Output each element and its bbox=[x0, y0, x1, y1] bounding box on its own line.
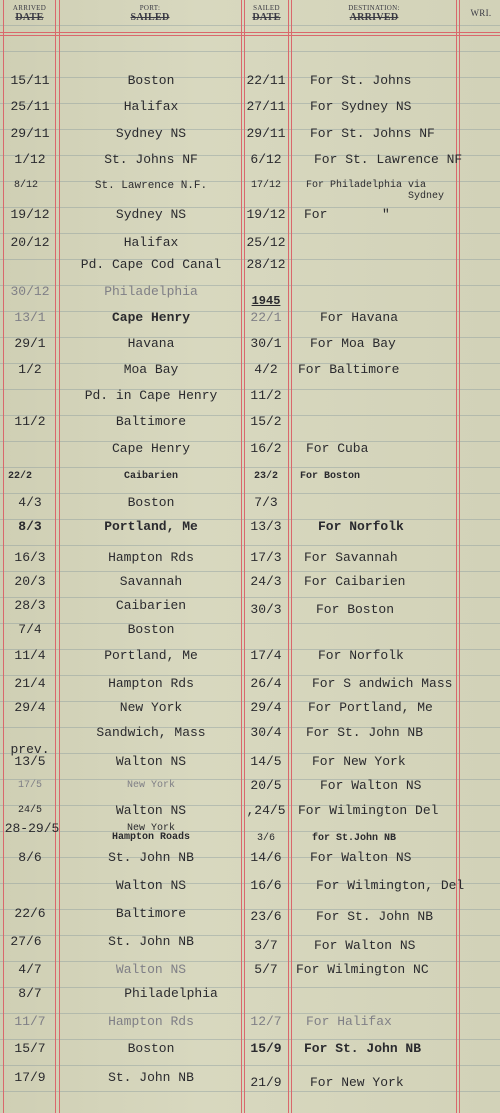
sailed-date: 15/9 bbox=[250, 1041, 282, 1056]
port-name: Halifax bbox=[123, 235, 179, 250]
table-row bbox=[0, 207, 500, 227]
destination: For Walton NS bbox=[314, 938, 416, 953]
table-row bbox=[0, 519, 500, 539]
port-name: Pd. Cape Cod Canal bbox=[80, 257, 222, 272]
destination: For Wilmington Del bbox=[298, 803, 439, 818]
header-wri: WRI. bbox=[470, 8, 492, 18]
table-row bbox=[0, 152, 500, 172]
table-row bbox=[0, 469, 500, 489]
sailed-date: 4/2 bbox=[254, 362, 278, 377]
table-row bbox=[0, 1070, 500, 1090]
arrived-date: 29/1 bbox=[14, 336, 46, 351]
table-row bbox=[0, 803, 500, 823]
arrived-date: 11/7 bbox=[14, 1014, 46, 1029]
arrived-date: 1/12 bbox=[14, 152, 46, 167]
table-row bbox=[0, 962, 500, 982]
destination: For Halifax bbox=[306, 1014, 392, 1029]
table-row bbox=[0, 1014, 500, 1034]
rule-header-1 bbox=[0, 32, 500, 33]
port-name: Sydney NS bbox=[115, 207, 187, 222]
sailed-date: 29/4 bbox=[250, 700, 282, 715]
port-name: Boston bbox=[127, 1041, 175, 1056]
sailed-date: 20/5 bbox=[250, 778, 282, 793]
sailed-date: 21/9 bbox=[250, 1075, 282, 1090]
sailed-date: 17/12 bbox=[250, 180, 281, 191]
sailed-date: 22/1 bbox=[250, 310, 282, 325]
arrived-date: 28/3 bbox=[14, 598, 46, 613]
table-row bbox=[0, 700, 500, 720]
sailed-date: 15/2 bbox=[250, 414, 282, 429]
arrived-date: 24/5 bbox=[17, 805, 42, 816]
arrived-note: prev. bbox=[10, 742, 50, 757]
arrived-date: 8/3 bbox=[18, 519, 42, 534]
sailed-date: 11/2 bbox=[250, 388, 282, 403]
destination: For Savannah bbox=[304, 550, 398, 565]
arrived-date: 27/6 bbox=[10, 934, 42, 949]
sailed-date: 7/3 bbox=[254, 495, 278, 510]
port-name: Philadelphia bbox=[124, 986, 218, 1001]
destination: For Moa Bay bbox=[310, 336, 396, 351]
destination-continued: Sydney bbox=[408, 191, 445, 202]
sailed-date: 29/11 bbox=[246, 126, 286, 141]
header-sailed: SAILED DATE bbox=[252, 4, 281, 23]
sailed-date: 16/2 bbox=[250, 441, 282, 456]
port-name: Caibarien bbox=[115, 598, 187, 613]
port-name: Hampton Rds bbox=[108, 1014, 194, 1029]
table-row bbox=[0, 388, 500, 408]
destination: For Norfolk bbox=[318, 648, 404, 663]
destination: For New York bbox=[310, 1075, 404, 1090]
port-name: St. John NB bbox=[108, 934, 194, 949]
table-row bbox=[0, 648, 500, 668]
sailed-date: 14/6 bbox=[250, 850, 282, 865]
table-row bbox=[0, 598, 500, 618]
sailed-date: 24/3 bbox=[250, 574, 282, 589]
table-row bbox=[0, 676, 500, 696]
port-name: Walton NS bbox=[115, 878, 187, 893]
table-row bbox=[0, 754, 500, 774]
header-port: PORT: SAILED bbox=[130, 4, 170, 23]
destination: For Philadelphia via bbox=[306, 180, 427, 191]
port-name: Walton NS bbox=[115, 754, 187, 769]
sailed-date: 23/6 bbox=[250, 909, 282, 924]
sailed-date: 13/3 bbox=[250, 519, 282, 534]
arrived-date: 30/12 bbox=[10, 284, 50, 299]
port-name: Baltimore bbox=[115, 414, 187, 429]
table-row bbox=[0, 99, 500, 119]
port-name: Pd. in Cape Henry bbox=[84, 388, 218, 403]
port-name-overstrike: Hampton Roads bbox=[111, 832, 190, 843]
arrived-date: 13/1 bbox=[14, 310, 46, 325]
destination: For Wilmington NC bbox=[296, 962, 429, 977]
sailed-date: 30/4 bbox=[250, 725, 282, 740]
port-name: Halifax bbox=[123, 99, 179, 114]
sailed-date: 3/7 bbox=[254, 938, 278, 953]
table-row bbox=[0, 986, 500, 1006]
port-name: St. John NB bbox=[108, 1070, 194, 1085]
sailed-date: 27/11 bbox=[246, 99, 286, 114]
port-name: Havana bbox=[127, 336, 175, 351]
table-row bbox=[0, 441, 500, 461]
port-name: New York bbox=[119, 700, 183, 715]
port-name: St. John NB bbox=[108, 850, 194, 865]
destination: For Caibarien bbox=[304, 574, 406, 589]
sailed-date: 28/12 bbox=[246, 257, 286, 272]
table-row bbox=[0, 574, 500, 594]
arrived-date: 4/3 bbox=[18, 495, 42, 510]
port-name: Cape Henry bbox=[111, 310, 190, 325]
table-row bbox=[0, 878, 500, 898]
sailed-date: 17/4 bbox=[250, 648, 282, 663]
arrived-date: 11/2 bbox=[14, 414, 46, 429]
table-row bbox=[0, 550, 500, 570]
sailed-date: 16/6 bbox=[250, 878, 282, 893]
arrived-date: 29/11 bbox=[10, 126, 50, 141]
header-arrived: ARRIVED DATE bbox=[12, 4, 47, 23]
destination: For Havana bbox=[320, 310, 399, 325]
port-name: Caibarien bbox=[123, 471, 178, 482]
table-row bbox=[0, 257, 500, 277]
port-name: Baltimore bbox=[115, 906, 187, 921]
arrived-date: 8/12 bbox=[13, 180, 38, 191]
destination: For St. John NB bbox=[316, 909, 434, 924]
table-row bbox=[0, 178, 500, 202]
year-label: 1945 bbox=[251, 294, 281, 308]
port-name: Boston bbox=[127, 495, 175, 510]
arrived-date: 22/2 bbox=[7, 471, 32, 482]
port-name: Sydney NS bbox=[115, 126, 187, 141]
arrived-date: 8/6 bbox=[18, 850, 42, 865]
port-name: New York bbox=[126, 780, 175, 791]
port-name: Boston bbox=[127, 622, 175, 637]
arrived-date: 20/3 bbox=[14, 574, 46, 589]
header-destination: DESTINATION: ARRIVED bbox=[348, 4, 400, 23]
arrived-date: 11/4 bbox=[14, 648, 46, 663]
table-row bbox=[0, 73, 500, 93]
table-row bbox=[0, 414, 500, 434]
arrived-date: 28-29/5 bbox=[4, 821, 60, 836]
sailed-date: 25/12 bbox=[246, 235, 286, 250]
port-name: Hampton Rds bbox=[108, 676, 194, 691]
arrived-date: 8/7 bbox=[18, 986, 42, 1001]
destination: For S andwich Mass bbox=[312, 676, 453, 691]
port-name: Moa Bay bbox=[123, 362, 179, 377]
arrived-date: 4/7 bbox=[18, 962, 42, 977]
destination: For Wilmington, Del bbox=[316, 878, 465, 893]
sailed-date: 30/3 bbox=[250, 602, 282, 617]
destination: For St. John NB bbox=[306, 725, 424, 740]
rule-header-2 bbox=[0, 35, 500, 36]
destination: For Walton NS bbox=[310, 850, 412, 865]
arrived-date: 1/2 bbox=[18, 362, 42, 377]
table-row bbox=[0, 495, 500, 515]
sailed-date: 23/2 bbox=[253, 471, 278, 482]
destination: For St. John NB bbox=[304, 1041, 422, 1056]
table-row bbox=[0, 235, 500, 255]
port-name: Savannah bbox=[119, 574, 183, 589]
arrived-date: 17/5 bbox=[17, 780, 42, 791]
arrived-date: 15/11 bbox=[10, 73, 50, 88]
sailed-date: 12/7 bbox=[250, 1014, 282, 1029]
arrived-date: 25/11 bbox=[10, 99, 50, 114]
sailed-date: 5/7 bbox=[254, 962, 278, 977]
destination: For Portland, Me bbox=[308, 700, 433, 715]
arrived-date: 29/4 bbox=[14, 700, 46, 715]
table-row bbox=[0, 821, 500, 844]
destination: For Cuba bbox=[306, 441, 369, 456]
table-row bbox=[0, 1041, 500, 1061]
arrived-date: 7/4 bbox=[18, 622, 42, 637]
arrived-date: 22/6 bbox=[14, 906, 46, 921]
destination: For New York bbox=[312, 754, 406, 769]
arrived-date: 15/7 bbox=[14, 1041, 46, 1056]
table-row bbox=[0, 362, 500, 382]
sailed-date: 19/12 bbox=[246, 207, 286, 222]
arrived-date: 20/12 bbox=[10, 235, 50, 250]
port-name: Walton NS bbox=[115, 962, 187, 977]
port-name: St. Johns NF bbox=[104, 152, 198, 167]
sailed-date: 22/11 bbox=[246, 73, 286, 88]
port-name: New York bbox=[126, 823, 175, 834]
port-name: St. Lawrence N.F. bbox=[94, 180, 208, 192]
port-name: Cape Henry bbox=[111, 441, 190, 456]
arrived-date: 21/4 bbox=[14, 676, 46, 691]
destination: For St. Johns bbox=[310, 73, 412, 88]
table-row bbox=[0, 126, 500, 146]
port-name: Portland, Me bbox=[104, 519, 198, 534]
destination: For Boston bbox=[300, 471, 361, 482]
port-name: Boston bbox=[127, 73, 175, 88]
destination: For Walton NS bbox=[320, 778, 422, 793]
sailed-date: 30/1 bbox=[250, 336, 282, 351]
port-name: Walton NS bbox=[115, 803, 187, 818]
table-row bbox=[0, 850, 500, 870]
table-row bbox=[0, 622, 500, 642]
destination: For Baltimore bbox=[298, 362, 400, 377]
table-row bbox=[0, 778, 500, 798]
table-row bbox=[0, 906, 500, 926]
destination: for St.John NB bbox=[312, 833, 397, 844]
arrived-date: 17/9 bbox=[14, 1070, 46, 1085]
table-row bbox=[0, 310, 500, 330]
destination: For St. Lawrence NF bbox=[314, 152, 463, 167]
arrived-date: 19/12 bbox=[10, 207, 50, 222]
port-name: Philadelphia bbox=[104, 284, 198, 299]
destination: For Sydney NS bbox=[310, 99, 412, 114]
sailed-date: 17/3 bbox=[250, 550, 282, 565]
sailed-date: 26/4 bbox=[250, 676, 282, 691]
destination: For " bbox=[304, 207, 390, 222]
destination: For Norfolk bbox=[318, 519, 404, 534]
port-name: Hampton Rds bbox=[108, 550, 194, 565]
port-name: Portland, Me bbox=[104, 648, 198, 663]
table-row bbox=[0, 336, 500, 356]
table-row bbox=[0, 934, 500, 954]
sailed-date: 14/5 bbox=[250, 754, 282, 769]
sailed-date: 3/6 bbox=[256, 833, 275, 844]
destination: For Boston bbox=[316, 602, 395, 617]
port-name: Sandwich, Mass bbox=[96, 725, 206, 740]
arrived-date: 13/5 bbox=[14, 754, 46, 769]
sailed-date: 6/12 bbox=[250, 152, 282, 167]
sailed-date: ,24/5 bbox=[246, 803, 286, 818]
arrived-date: 16/3 bbox=[14, 550, 46, 565]
destination: For St. Johns NF bbox=[310, 126, 435, 141]
